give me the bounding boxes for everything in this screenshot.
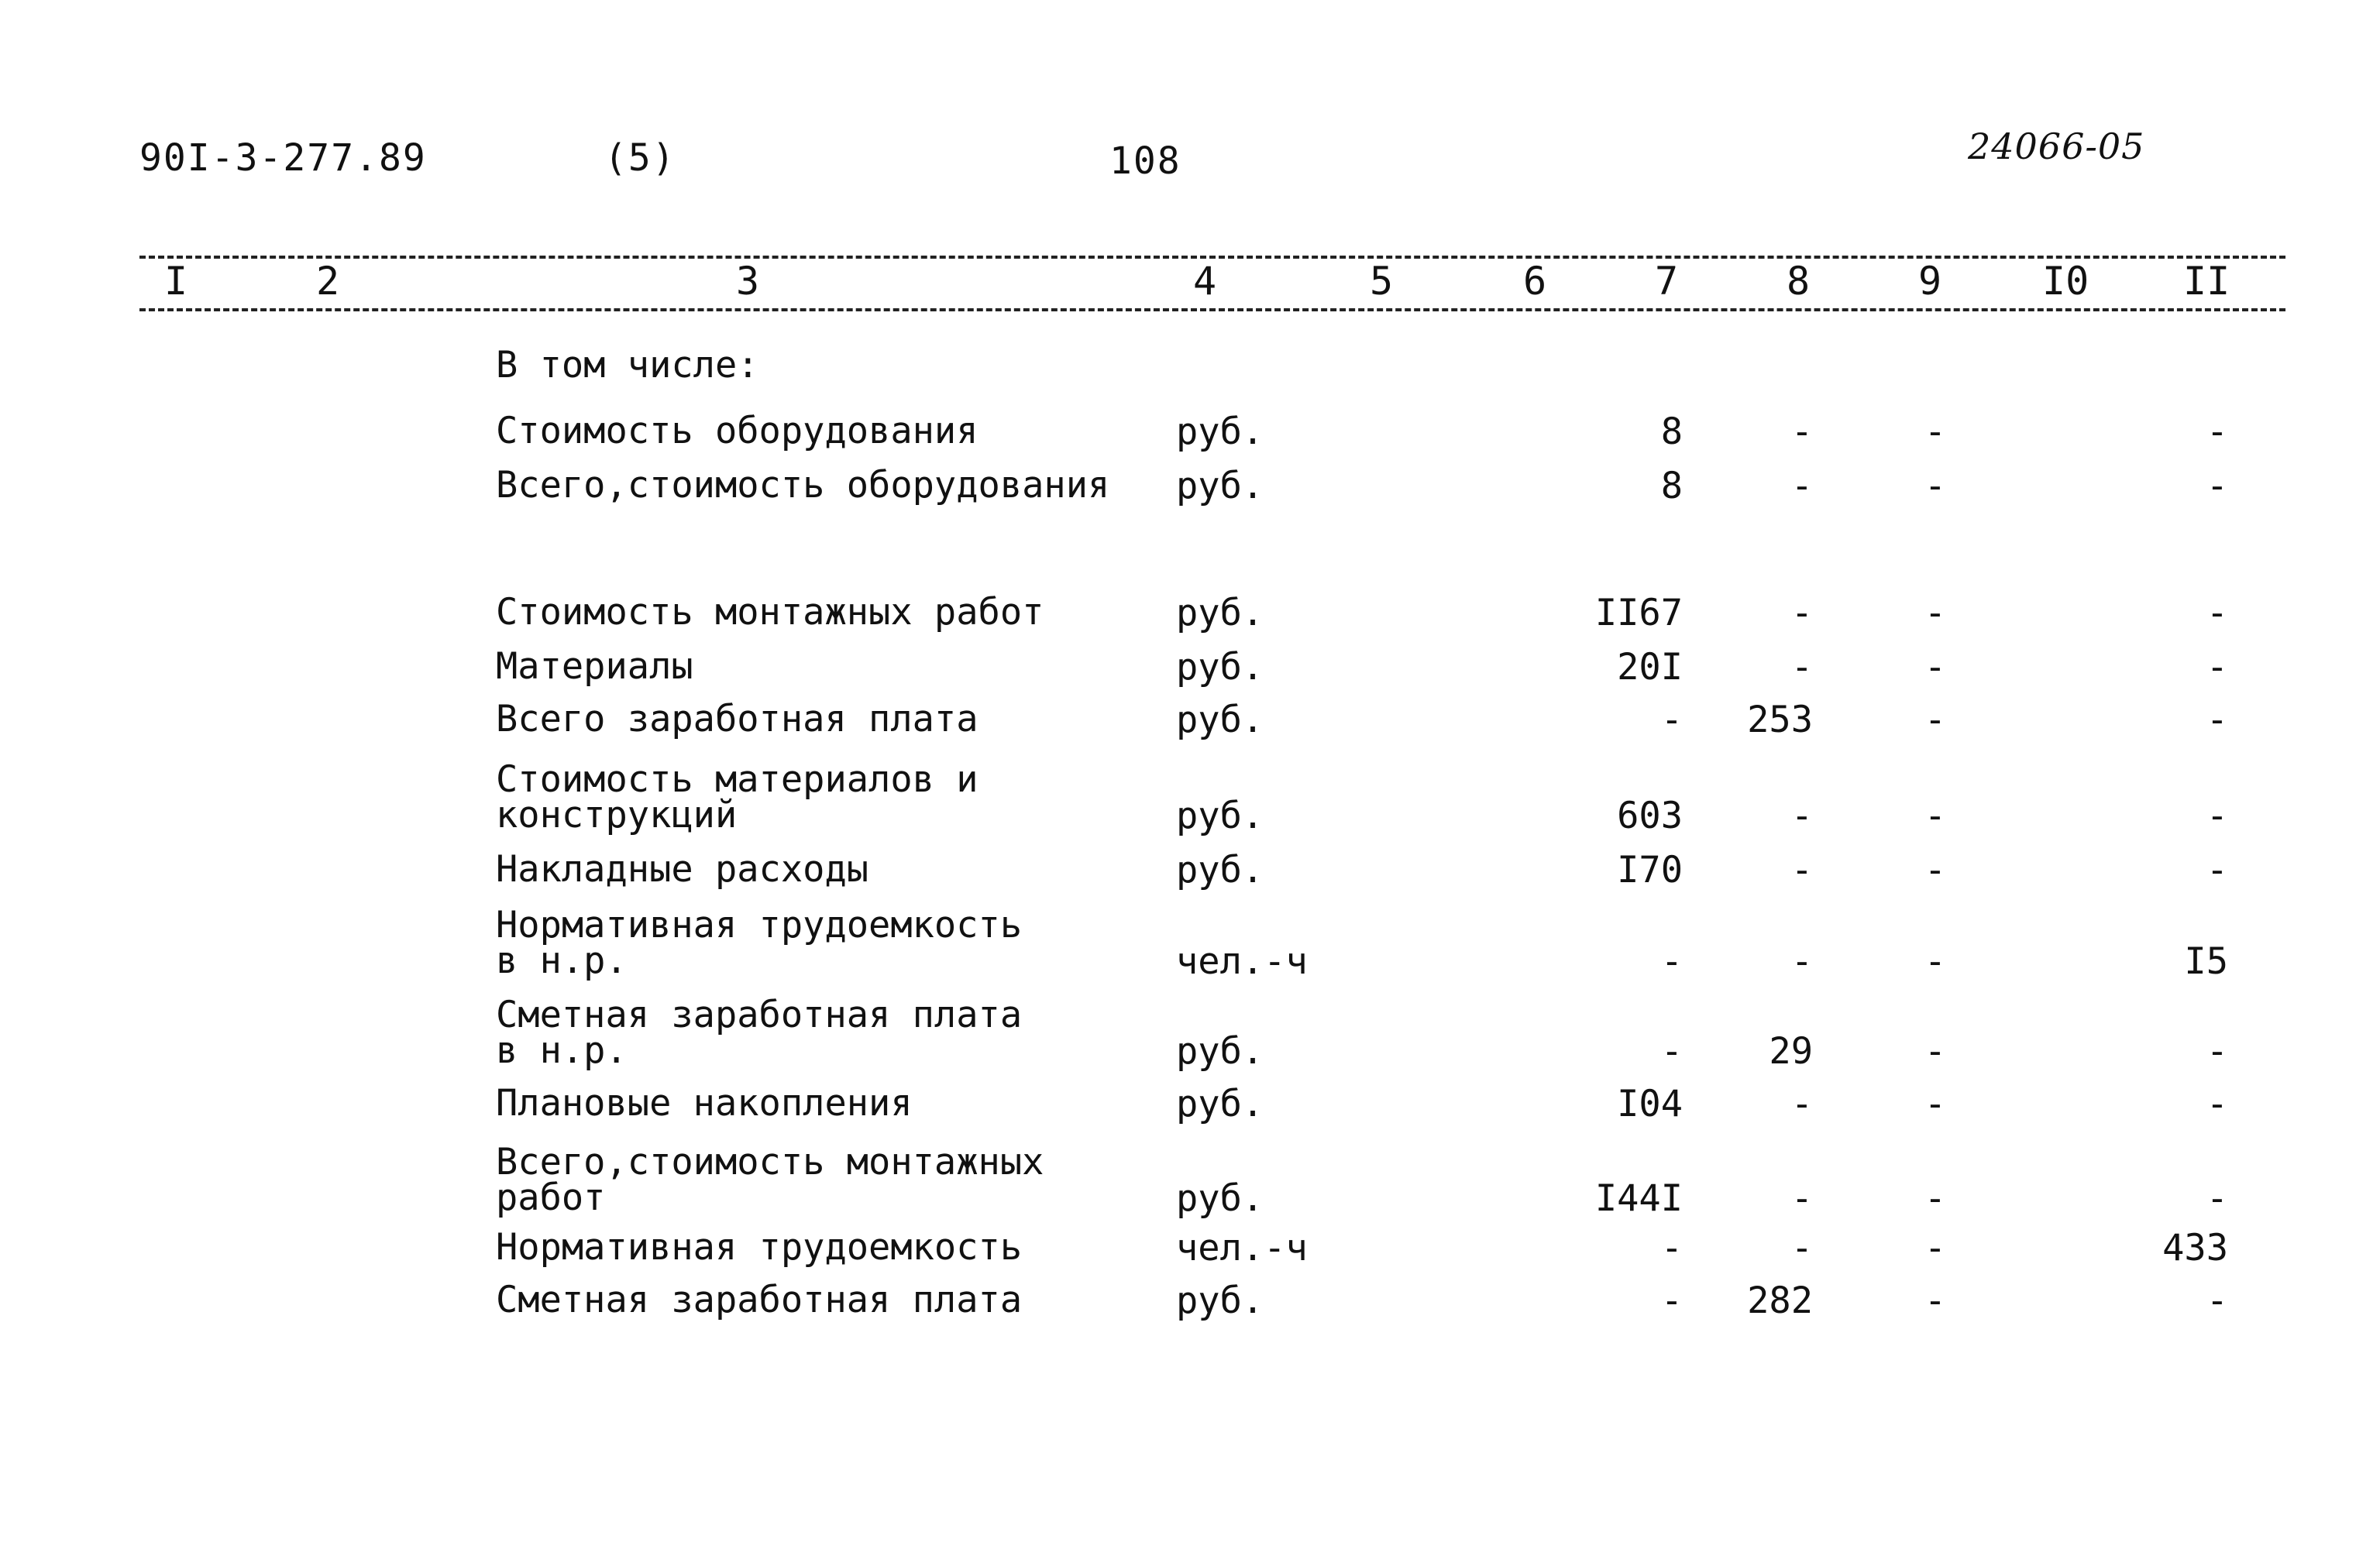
unit-cell: руб. [1176,592,1264,634]
column-9-value: - [1924,940,1946,983]
column-8-value: 282 [1747,1279,1813,1322]
column-number: 8 [1787,259,1811,304]
column-8-value: - [1790,1227,1813,1269]
unit-cell: руб. [1176,465,1264,507]
unit-cell: чел.-ч [1176,940,1308,983]
column-number: 6 [1523,259,1547,304]
column-number: I [164,259,188,304]
column-number: 9 [1918,259,1942,304]
column-9-value: - [1924,1030,1946,1073]
column-7-value: 20I [1617,646,1683,689]
column-7-value: 8 [1660,465,1683,507]
column-11-value: - [2206,1030,2228,1073]
page-number: 108 [1109,139,1181,183]
column-number: II [2183,259,2230,304]
unit-cell: чел.-ч [1176,1227,1308,1269]
unit-cell: руб. [1176,1030,1264,1073]
column-9-value: - [1924,592,1946,634]
unit-cell: руб. [1176,1177,1264,1220]
item-description: Материалы [496,645,693,688]
item-description: Плановые накопления [496,1082,913,1125]
column-9-value: - [1924,1279,1946,1322]
column-7-value: I70 [1617,849,1683,891]
item-description: Всего заработная плата [496,698,978,740]
column-8-value: - [1790,465,1813,507]
column-11-value: 433 [2162,1227,2228,1269]
item-description: Накладные расходы [496,848,869,891]
column-7-value: - [1660,1030,1683,1073]
item-description: Сметная заработная плата [496,1279,1023,1321]
item-description: Нормативная трудоемкость в н.р. [496,904,1023,982]
column-8-value: - [1790,592,1813,634]
document-code: 90I-3-277.89 [139,136,427,180]
unit-cell: руб. [1176,849,1264,891]
column-9-value: - [1924,1083,1946,1125]
column-9-value: - [1924,410,1946,453]
column-number: 4 [1193,259,1217,304]
column-number: 5 [1370,259,1394,304]
item-description: Всего,стоимость монтажных работ [496,1141,1044,1219]
column-7-value: - [1660,699,1683,741]
column-7-value: 603 [1617,795,1683,837]
item-description: Стоимость монтажных работ [496,591,1044,634]
column-7-value: - [1660,1279,1683,1322]
table-header-bottom-rule [139,308,2285,311]
column-8-value: - [1790,646,1813,689]
unit-cell: руб. [1176,646,1264,689]
column-number: I0 [2042,259,2089,304]
column-7-value: I44I [1594,1177,1683,1220]
section-intro: В том числе: [496,344,759,386]
column-11-value: - [2206,465,2228,507]
unit-cell: руб. [1176,699,1264,741]
column-8-value: - [1790,410,1813,453]
column-9-value: - [1924,795,1946,837]
item-description: Стоимость материалов и конструкций [496,758,978,836]
unit-cell: руб. [1176,1083,1264,1125]
item-description: Всего,стоимость оборудования [496,464,1110,507]
inventory-number: 24066-05 [1968,125,2145,167]
column-8-value: - [1790,1083,1813,1125]
column-11-value: - [2206,1279,2228,1322]
column-11-value: - [2206,849,2228,891]
column-8-value: - [1790,795,1813,837]
column-11-value: I5 [2184,940,2228,983]
item-description: Сметная заработная плата в н.р. [496,994,1023,1072]
column-9-value: - [1924,849,1946,891]
column-11-value: - [2206,410,2228,453]
column-8-value: 253 [1747,699,1813,741]
column-9-value: - [1924,699,1946,741]
column-11-value: - [2206,795,2228,837]
column-9-value: - [1924,1177,1946,1220]
column-7-value: - [1660,1227,1683,1269]
column-7-value: - [1660,940,1683,983]
unit-cell: руб. [1176,795,1264,837]
column-7-value: I04 [1617,1083,1683,1125]
column-8-value: - [1790,1177,1813,1220]
column-7-value: 8 [1660,410,1683,453]
item-description: Нормативная трудоемкость [496,1226,1023,1269]
column-8-value: - [1790,940,1813,983]
column-8-value: 29 [1769,1030,1813,1073]
section-number: (5) [604,136,676,180]
column-9-value: - [1924,1227,1946,1269]
column-11-value: - [2206,1083,2228,1125]
column-11-value: - [2206,592,2228,634]
column-7-value: II67 [1594,592,1683,634]
column-8-value: - [1790,849,1813,891]
column-9-value: - [1924,465,1946,507]
unit-cell: руб. [1176,1279,1264,1322]
column-number: 7 [1655,259,1679,304]
column-number: 3 [736,259,760,304]
item-description: Стоимость оборудования [496,410,978,452]
unit-cell: руб. [1176,410,1264,453]
column-11-value: - [2206,699,2228,741]
column-9-value: - [1924,646,1946,689]
column-11-value: - [2206,646,2228,689]
column-11-value: - [2206,1177,2228,1220]
column-number: 2 [316,259,340,304]
